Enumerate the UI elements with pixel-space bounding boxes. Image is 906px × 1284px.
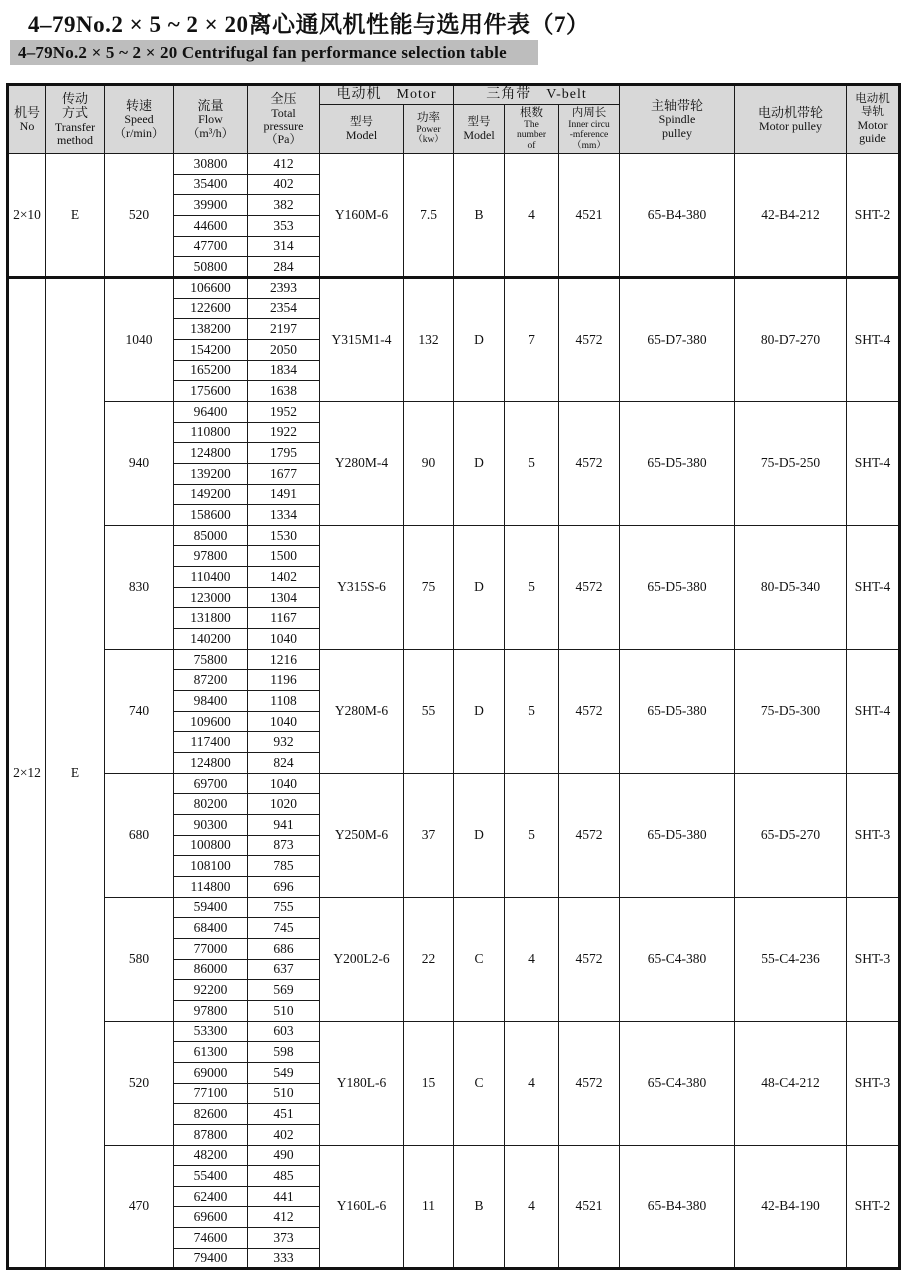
header-line: Motor pulley xyxy=(759,119,822,134)
motor-pulley-cell: 42-B4-190 xyxy=(735,1145,847,1269)
flow-cell: 68400 xyxy=(174,918,248,939)
motor-model-cell: Y160M-6 xyxy=(320,154,404,278)
pressure-cell: 941 xyxy=(248,815,320,836)
flow-cell: 97800 xyxy=(174,546,248,567)
header-line: Model xyxy=(345,127,378,142)
col-header-vbelt-count xyxy=(505,105,559,154)
motor-model-cell: Y280M-6 xyxy=(320,649,404,773)
motor-power-cell: 7.5 xyxy=(404,154,454,278)
pressure-cell: 353 xyxy=(248,215,320,236)
vbelt-count-cell: 4 xyxy=(505,897,559,1021)
motor-pulley-cell: 55-C4-236 xyxy=(735,897,847,1021)
flow-cell: 158600 xyxy=(174,505,248,526)
pressure-cell: 1530 xyxy=(248,525,320,546)
pressure-cell: 1040 xyxy=(248,629,320,650)
pressure-cell: 637 xyxy=(248,959,320,980)
header-line: （kw） xyxy=(413,135,444,146)
motor-model-cell: Y280M-4 xyxy=(320,401,404,525)
flow-cell: 77000 xyxy=(174,938,248,959)
header-line: （mm） xyxy=(572,140,606,151)
header-line: 根数 xyxy=(520,106,543,119)
flow-cell: 124800 xyxy=(174,443,248,464)
motor-guide-cell: SHT-4 xyxy=(847,401,900,525)
motor-guide-cell: SHT-4 xyxy=(847,525,900,649)
header-line: Flow xyxy=(198,112,223,127)
transfer-method-cell: E xyxy=(46,154,105,278)
pressure-cell: 1304 xyxy=(248,587,320,608)
header-line: of xyxy=(527,140,536,151)
flow-cell: 69000 xyxy=(174,1062,248,1083)
header-line: （Pa） xyxy=(265,132,302,147)
motor-pulley-cell: 75-D5-300 xyxy=(735,649,847,773)
vbelt-count-cell: 5 xyxy=(505,649,559,773)
speed-cell: 470 xyxy=(105,1145,174,1269)
flow-cell: 48200 xyxy=(174,1145,248,1166)
flow-cell: 122600 xyxy=(174,298,248,319)
pressure-cell: 745 xyxy=(248,918,320,939)
speed-cell: 1040 xyxy=(105,277,174,401)
table-row xyxy=(8,277,900,298)
vbelt-length-cell: 4521 xyxy=(559,154,620,278)
header-line: 导轨 xyxy=(861,106,884,119)
pressure-cell: 1834 xyxy=(248,360,320,381)
motor-power-cell: 132 xyxy=(404,277,454,401)
pressure-cell: 1922 xyxy=(248,422,320,443)
flow-cell: 85000 xyxy=(174,525,248,546)
motor-power-cell: 22 xyxy=(404,897,454,1021)
motor-guide-cell: SHT-2 xyxy=(847,1145,900,1269)
pressure-cell: 1108 xyxy=(248,691,320,712)
flow-cell: 97800 xyxy=(174,1000,248,1021)
vbelt-model-cell: B xyxy=(454,154,505,278)
pressure-cell: 1216 xyxy=(248,649,320,670)
flow-cell: 80200 xyxy=(174,794,248,815)
header-line: 方式 xyxy=(61,105,88,121)
pressure-cell: 824 xyxy=(248,753,320,774)
motor-power-cell: 90 xyxy=(404,401,454,525)
pressure-cell: 873 xyxy=(248,835,320,856)
transfer-method-cell: E xyxy=(46,277,105,1269)
col-header-vbelt-length xyxy=(559,105,620,154)
header-line: number xyxy=(516,130,547,141)
flow-cell: 139200 xyxy=(174,463,248,484)
spindle-pulley-cell: 65-D7-380 xyxy=(620,277,735,401)
header-line: Power xyxy=(416,124,441,135)
pressure-cell: 1040 xyxy=(248,773,320,794)
flow-cell: 50800 xyxy=(174,257,248,278)
speed-cell: 830 xyxy=(105,525,174,649)
header-line: 电动机 xyxy=(855,93,890,106)
header-line: Inner circu xyxy=(568,119,610,130)
vbelt-count-cell: 4 xyxy=(505,1145,559,1269)
table-row xyxy=(8,773,900,794)
motor-pulley-cell: 80-D7-270 xyxy=(735,277,847,401)
vbelt-model-cell: D xyxy=(454,649,505,773)
header-line: No xyxy=(19,119,35,134)
motor-model-cell: Y250M-6 xyxy=(320,773,404,897)
flow-cell: 114800 xyxy=(174,876,248,897)
header-line: 三角带 V-belt xyxy=(486,87,587,103)
table-row xyxy=(8,1145,900,1166)
header-line: guide xyxy=(859,131,886,146)
flow-cell: 44600 xyxy=(174,215,248,236)
flow-cell: 175600 xyxy=(174,381,248,402)
pressure-cell: 755 xyxy=(248,897,320,918)
flow-cell: 96400 xyxy=(174,401,248,422)
motor-power-cell: 15 xyxy=(404,1021,454,1145)
motor-guide-cell: SHT-3 xyxy=(847,897,900,1021)
vbelt-length-cell: 4572 xyxy=(559,773,620,897)
col-header-motor-group xyxy=(320,85,454,105)
pressure-cell: 485 xyxy=(248,1166,320,1187)
spindle-pulley-cell: 65-D5-380 xyxy=(620,649,735,773)
flow-cell: 75800 xyxy=(174,649,248,670)
page-subtitle: 4–79No.2 × 5 ~ 2 × 20 Centrifugal fan performance selection table xyxy=(18,42,507,62)
pressure-cell: 2197 xyxy=(248,319,320,340)
table-row xyxy=(8,401,900,422)
motor-guide-cell: SHT-4 xyxy=(847,649,900,773)
flow-cell: 87800 xyxy=(174,1124,248,1145)
motor-guide-cell: SHT-2 xyxy=(847,154,900,278)
pressure-cell: 603 xyxy=(248,1021,320,1042)
pressure-cell: 785 xyxy=(248,856,320,877)
pressure-cell: 2393 xyxy=(248,277,320,298)
vbelt-length-cell: 4572 xyxy=(559,401,620,525)
motor-guide-cell: SHT-4 xyxy=(847,277,900,401)
vbelt-model-cell: D xyxy=(454,277,505,401)
pressure-cell: 1402 xyxy=(248,567,320,588)
speed-cell: 520 xyxy=(105,154,174,278)
header-line: 型号 xyxy=(467,115,491,128)
pressure-cell: 696 xyxy=(248,876,320,897)
table-header xyxy=(8,85,900,154)
motor-pulley-cell: 65-D5-270 xyxy=(735,773,847,897)
flow-cell: 140200 xyxy=(174,629,248,650)
col-header-motor-model xyxy=(320,105,404,154)
pressure-cell: 1196 xyxy=(248,670,320,691)
spindle-pulley-cell: 65-D5-380 xyxy=(620,401,735,525)
flow-cell: 110400 xyxy=(174,567,248,588)
pressure-cell: 373 xyxy=(248,1228,320,1249)
pressure-cell: 1500 xyxy=(248,546,320,567)
flow-cell: 149200 xyxy=(174,484,248,505)
vbelt-length-cell: 4572 xyxy=(559,897,620,1021)
motor-pulley-cell: 80-D5-340 xyxy=(735,525,847,649)
table-row xyxy=(8,649,900,670)
flow-cell: 59400 xyxy=(174,897,248,918)
header-line: Motor xyxy=(857,117,888,132)
flow-cell: 138200 xyxy=(174,319,248,340)
flow-cell: 77100 xyxy=(174,1083,248,1104)
pressure-cell: 569 xyxy=(248,980,320,1001)
flow-cell: 61300 xyxy=(174,1042,248,1063)
flow-cell: 47700 xyxy=(174,236,248,257)
flow-cell: 165200 xyxy=(174,360,248,381)
flow-cell: 86000 xyxy=(174,959,248,980)
spindle-pulley-cell: 65-C4-380 xyxy=(620,897,735,1021)
col-header-speed xyxy=(105,85,174,154)
header-line: 转速 xyxy=(125,97,152,113)
header-line: 型号 xyxy=(350,115,373,128)
table-row xyxy=(8,525,900,546)
col-header-motor-power xyxy=(404,105,454,154)
spindle-pulley-cell: 65-C4-380 xyxy=(620,1021,735,1145)
motor-pulley-cell: 42-B4-212 xyxy=(735,154,847,278)
motor-model-cell: Y160L-6 xyxy=(320,1145,404,1269)
flow-cell: 117400 xyxy=(174,732,248,753)
vbelt-model-cell: C xyxy=(454,897,505,1021)
header-line: Total xyxy=(271,105,296,120)
flow-cell: 108100 xyxy=(174,856,248,877)
header-line: Speed xyxy=(124,112,154,127)
flow-cell: 124800 xyxy=(174,753,248,774)
flow-cell: 69600 xyxy=(174,1207,248,1228)
spindle-pulley-cell: 65-D5-380 xyxy=(620,773,735,897)
header-line: Spindle xyxy=(658,112,696,127)
fan-performance-table xyxy=(6,83,901,1270)
pressure-cell: 333 xyxy=(248,1248,320,1269)
flow-cell: 82600 xyxy=(174,1104,248,1125)
flow-cell: 62400 xyxy=(174,1186,248,1207)
pressure-cell: 686 xyxy=(248,938,320,959)
fan-no-cell: 2×12 xyxy=(8,277,46,1269)
flow-cell: 98400 xyxy=(174,691,248,712)
col-header-motor-guide xyxy=(847,85,900,154)
col-header-motor-pulley xyxy=(735,85,847,154)
flow-cell: 53300 xyxy=(174,1021,248,1042)
pressure-cell: 412 xyxy=(248,154,320,175)
flow-cell: 74600 xyxy=(174,1228,248,1249)
pressure-cell: 510 xyxy=(248,1083,320,1104)
speed-cell: 940 xyxy=(105,401,174,525)
vbelt-model-cell: D xyxy=(454,401,505,525)
pressure-cell: 1334 xyxy=(248,505,320,526)
flow-cell: 79400 xyxy=(174,1248,248,1269)
motor-power-cell: 11 xyxy=(404,1145,454,1269)
spindle-pulley-cell: 65-B4-380 xyxy=(620,1145,735,1269)
spindle-pulley-cell: 65-D5-380 xyxy=(620,525,735,649)
pressure-cell: 1795 xyxy=(248,443,320,464)
flow-cell: 131800 xyxy=(174,608,248,629)
speed-cell: 520 xyxy=(105,1021,174,1145)
speed-cell: 680 xyxy=(105,773,174,897)
header-line: Model xyxy=(463,127,495,142)
vbelt-count-cell: 5 xyxy=(505,525,559,649)
flow-cell: 123000 xyxy=(174,587,248,608)
pressure-cell: 402 xyxy=(248,1124,320,1145)
pressure-cell: 932 xyxy=(248,732,320,753)
pressure-cell: 1952 xyxy=(248,401,320,422)
header-line: 电动机 Motor xyxy=(336,87,437,103)
flow-cell: 100800 xyxy=(174,835,248,856)
pressure-cell: 314 xyxy=(248,236,320,257)
header-line: 电动机带轮 xyxy=(757,104,823,120)
header-line: （r/min） xyxy=(114,125,164,140)
pressure-cell: 2050 xyxy=(248,339,320,360)
col-header-transfer xyxy=(46,85,105,154)
flow-cell: 106600 xyxy=(174,277,248,298)
flow-cell: 90300 xyxy=(174,815,248,836)
motor-model-cell: Y315M1-4 xyxy=(320,277,404,401)
flow-cell: 110800 xyxy=(174,422,248,443)
flow-cell: 109600 xyxy=(174,711,248,732)
pressure-cell: 549 xyxy=(248,1062,320,1083)
col-header-vbelt-group xyxy=(454,85,620,105)
flow-cell: 30800 xyxy=(174,154,248,175)
header-line: 内周长 xyxy=(571,106,607,119)
table-row xyxy=(8,1021,900,1042)
flow-cell: 87200 xyxy=(174,670,248,691)
motor-power-cell: 55 xyxy=(404,649,454,773)
motor-power-cell: 37 xyxy=(404,773,454,897)
header-line: 机号 xyxy=(13,104,40,120)
speed-cell: 580 xyxy=(105,897,174,1021)
pressure-cell: 382 xyxy=(248,195,320,216)
vbelt-length-cell: 4572 xyxy=(559,1021,620,1145)
pressure-cell: 412 xyxy=(248,1207,320,1228)
col-header-flow xyxy=(174,85,248,154)
vbelt-length-cell: 4572 xyxy=(559,525,620,649)
header-line: （m³/h） xyxy=(187,125,234,140)
vbelt-count-cell: 5 xyxy=(505,401,559,525)
flow-cell: 55400 xyxy=(174,1166,248,1187)
table-body xyxy=(8,154,900,1269)
fan-no-cell: 2×10 xyxy=(8,154,46,278)
pressure-cell: 510 xyxy=(248,1000,320,1021)
header-line: 全压 xyxy=(270,91,297,107)
vbelt-count-cell: 4 xyxy=(505,154,559,278)
header-line: 传动 xyxy=(61,90,88,106)
spindle-pulley-cell: 65-B4-380 xyxy=(620,154,735,278)
header-line: 流量 xyxy=(197,97,224,113)
flow-cell: 69700 xyxy=(174,773,248,794)
pressure-cell: 2354 xyxy=(248,298,320,319)
pressure-cell: 1638 xyxy=(248,381,320,402)
motor-pulley-cell: 48-C4-212 xyxy=(735,1021,847,1145)
page-title: 4–79No.2 × 5 ~ 2 × 20离心通风机性能与选用件表（7） xyxy=(28,12,590,37)
pressure-cell: 1020 xyxy=(248,794,320,815)
motor-model-cell: Y200L2-6 xyxy=(320,897,404,1021)
pressure-cell: 598 xyxy=(248,1042,320,1063)
col-header-vbelt-model xyxy=(454,105,505,154)
header-line: The xyxy=(524,119,539,130)
flow-cell: 92200 xyxy=(174,980,248,1001)
pressure-cell: 1491 xyxy=(248,484,320,505)
table-row xyxy=(8,154,900,175)
page-subtitle-bar xyxy=(10,40,538,65)
header-line: 功率 xyxy=(417,111,440,124)
vbelt-model-cell: D xyxy=(454,525,505,649)
vbelt-count-cell: 7 xyxy=(505,277,559,401)
header-line: -mference xyxy=(569,130,609,141)
header-line: pulley xyxy=(662,125,692,140)
vbelt-model-cell: C xyxy=(454,1021,505,1145)
vbelt-model-cell: D xyxy=(454,773,505,897)
header-line: 主轴带轮 xyxy=(650,97,703,113)
flow-cell: 39900 xyxy=(174,195,248,216)
col-header-spindle-pulley xyxy=(620,85,735,154)
col-header-pressure xyxy=(248,85,320,154)
flow-cell: 35400 xyxy=(174,174,248,195)
header-line: pressure xyxy=(263,119,304,134)
col-header-no xyxy=(8,85,46,154)
pressure-cell: 1677 xyxy=(248,463,320,484)
pressure-cell: 441 xyxy=(248,1186,320,1207)
pressure-cell: 402 xyxy=(248,174,320,195)
pressure-cell: 490 xyxy=(248,1145,320,1166)
vbelt-model-cell: B xyxy=(454,1145,505,1269)
motor-model-cell: Y315S-6 xyxy=(320,525,404,649)
motor-guide-cell: SHT-3 xyxy=(847,1021,900,1145)
header-line: method xyxy=(57,133,93,148)
vbelt-count-cell: 4 xyxy=(505,1021,559,1145)
vbelt-length-cell: 4521 xyxy=(559,1145,620,1269)
table-row xyxy=(8,897,900,918)
header-line: Transfer xyxy=(54,119,96,134)
vbelt-length-cell: 4572 xyxy=(559,277,620,401)
pressure-cell: 284 xyxy=(248,257,320,278)
pressure-cell: 451 xyxy=(248,1104,320,1125)
motor-power-cell: 75 xyxy=(404,525,454,649)
motor-model-cell: Y180L-6 xyxy=(320,1021,404,1145)
flow-cell: 154200 xyxy=(174,339,248,360)
vbelt-length-cell: 4572 xyxy=(559,649,620,773)
pressure-cell: 1040 xyxy=(248,711,320,732)
pressure-cell: 1167 xyxy=(248,608,320,629)
motor-guide-cell: SHT-3 xyxy=(847,773,900,897)
motor-pulley-cell: 75-D5-250 xyxy=(735,401,847,525)
vbelt-count-cell: 5 xyxy=(505,773,559,897)
speed-cell: 740 xyxy=(105,649,174,773)
